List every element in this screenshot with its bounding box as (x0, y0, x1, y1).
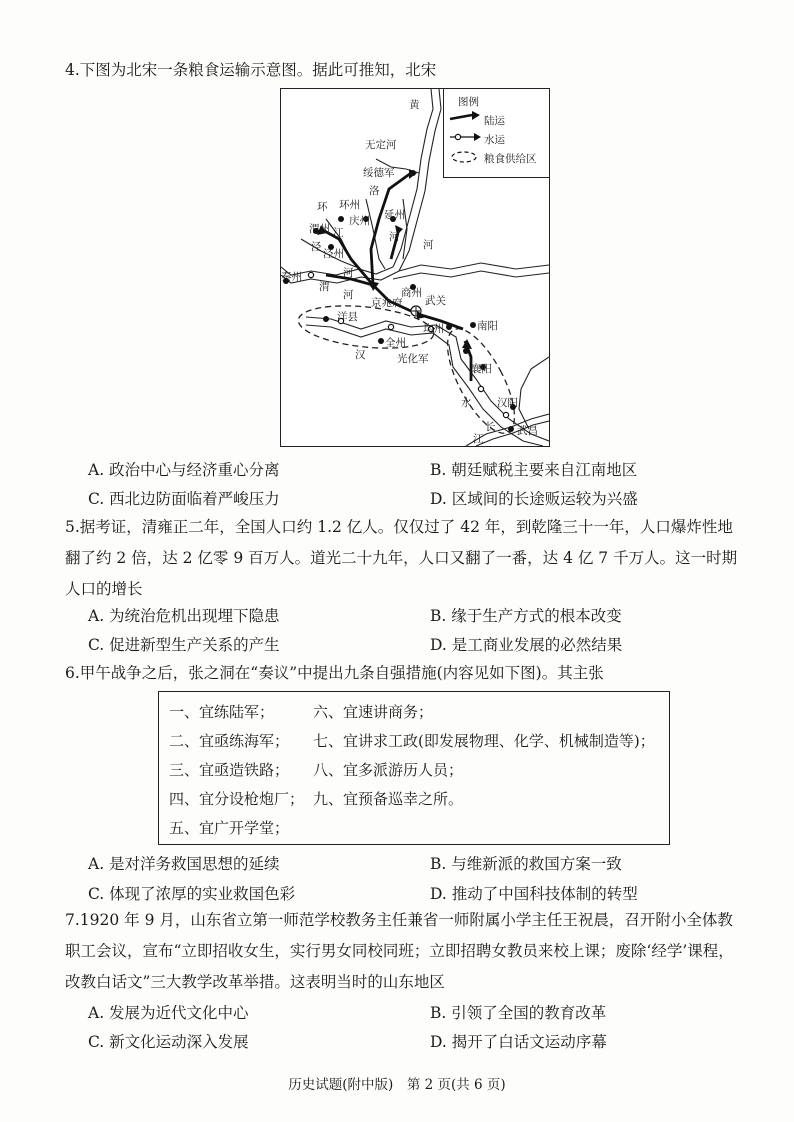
legend-land: 陆运 (484, 115, 505, 127)
q4-option-c: C. 西北边防面临着严峻压力 (88, 490, 280, 508)
measures-box (158, 691, 670, 845)
label-jingzhaofu: 京兆府 (371, 297, 403, 309)
measure-8: 八、宜多派游历人员； (313, 761, 464, 779)
label-he3: 河 (343, 267, 354, 279)
label-nanyang: 南阳 (477, 320, 498, 332)
q7-option-c: C. 新文化运动深入发展 (88, 1033, 249, 1051)
label-xiangyang: 襄阳 (471, 363, 492, 375)
measure-9: 九、宜预备巡幸之所。 (313, 790, 464, 808)
q4-option-d: D. 区域间的长途贩运较为兴盛 (430, 490, 638, 508)
q4-stem: 4.下图为北宋一条粮食运输示意图。据此可推知，北宋 (65, 61, 437, 79)
legend-supply: 粮食供给区 (484, 153, 537, 165)
label-chang: 长 (485, 421, 496, 433)
label-suidejun: 绥德军 (363, 167, 395, 179)
label-he1: 河 (389, 231, 400, 243)
q5-option-b: B. 缘于生产方式的根本改变 (430, 607, 622, 625)
label-qingzhou: 庆州 (349, 215, 370, 227)
measure-4: 四、宜分设枪炮厂； (169, 790, 305, 808)
label-jiang2: 江 (473, 433, 484, 445)
label-wuguan: 武关 (425, 295, 446, 307)
label-he2: 河 (423, 239, 434, 251)
label-han: 汉 (355, 349, 366, 361)
q7-option-a: A. 发展为近代文化中心 (88, 1004, 249, 1022)
label-wuchang: 武昌 (517, 425, 538, 437)
label-guanghuajun: 光化军 (397, 353, 429, 365)
q5-option-c: C. 促进新型生产关系的产生 (88, 636, 280, 654)
q6-stem: 6.甲午战争之后，张之洞在“奏议”中提出九条自强措施(内容见如下图)。其主张 (65, 664, 604, 682)
q6-option-d: D. 推动了中国科技体制的转型 (430, 885, 638, 903)
grain-transport-map (280, 88, 550, 447)
label-junzhou: 均州 (423, 323, 444, 335)
q7-option-d: D. 揭开了白话文运动序幕 (430, 1033, 607, 1051)
q6-option-a: A. 是对洋务救国思想的延续 (88, 855, 280, 873)
label-qinzhou: 秦州 (281, 271, 302, 283)
label-jiang: 江 (333, 227, 344, 239)
label-weizhou: 渭州 (309, 223, 330, 235)
label-shangzhou: 商州 (401, 287, 422, 299)
measure-7: 七、宜讲求工政(即发展物理、化学、机械制造等)； (313, 732, 655, 750)
q6-option-c: C. 体现了浓厚的实业救国色彩 (88, 885, 296, 903)
measure-6: 六、宜速讲商务； (313, 703, 434, 721)
page-footer: 历史试题(附中版) 第 2 页(共 6 页) (288, 1077, 506, 1093)
label-jing: 泾 (311, 241, 322, 253)
label-luo: 洛 (369, 185, 380, 197)
q5-stem: 5.据考证，清雍正二年，全国人口约 1.2 亿人。仅仅过了 42 年，到乾隆三十一年，人口爆炸性地翻了约 2 倍，达 2 亿零 9 百万人。道光二十九年，人口又翻了一番，达 4 亿 7 千万人。这一时期人口的增长 (65, 518, 738, 598)
label-huang: 黄 (409, 99, 420, 111)
label-hanyang: 汉阳 (497, 397, 518, 409)
label-he4: 河 (343, 289, 354, 301)
map-legend (443, 89, 549, 178)
measure-2: 二、宜亟练海军； (169, 732, 290, 750)
q7-stem: 7.1920 年 9 月，山东省立第一师范学校教务主任兼省一师附属小学主任王祝晨，召开附小全体教职工会议，宣布“立即招收女生，实行男女同校同班；立即招聘女教员来校上课；废除‘经学’课程，改教白话文”三大教学改革举措。这表明当时的山东地区 (65, 911, 734, 991)
legend-title: 图例 (458, 96, 479, 108)
measure-1: 一、宜练陆军； (169, 703, 275, 721)
q4-option-a: A. 政治中心与经济重心分离 (88, 461, 280, 479)
legend-water: 水运 (484, 134, 505, 146)
measure-3: 三、宜亟造铁路； (169, 761, 290, 779)
label-yanzhou: 延州 (384, 209, 405, 221)
measure-5: 五、宜广开学堂； (169, 819, 290, 837)
q5-option-a: A. 为统治危机出现埋下隐患 (88, 607, 280, 625)
q6-option-b: B. 与维新派的救国方案一致 (430, 855, 622, 873)
q5-option-d: D. 是工商业发展的必然结果 (430, 636, 623, 654)
label-wei: 渭 (319, 281, 330, 293)
label-yangxian: 洋县 (337, 311, 358, 323)
label-huan: 环 (317, 201, 328, 213)
label-quanzhou: 全州 (385, 337, 406, 349)
label-huanzhou: 环州 (339, 199, 360, 211)
label-jingzhou: 泾州 (323, 248, 344, 260)
label-shui: 水 (461, 397, 472, 409)
legend-symbols (448, 111, 482, 191)
q7-option-b: B. 引领了全国的教育改革 (430, 1004, 607, 1022)
label-wudinghe: 无定河 (365, 139, 397, 151)
q4-option-b: B. 朝廷赋税主要来自江南地区 (430, 461, 638, 479)
